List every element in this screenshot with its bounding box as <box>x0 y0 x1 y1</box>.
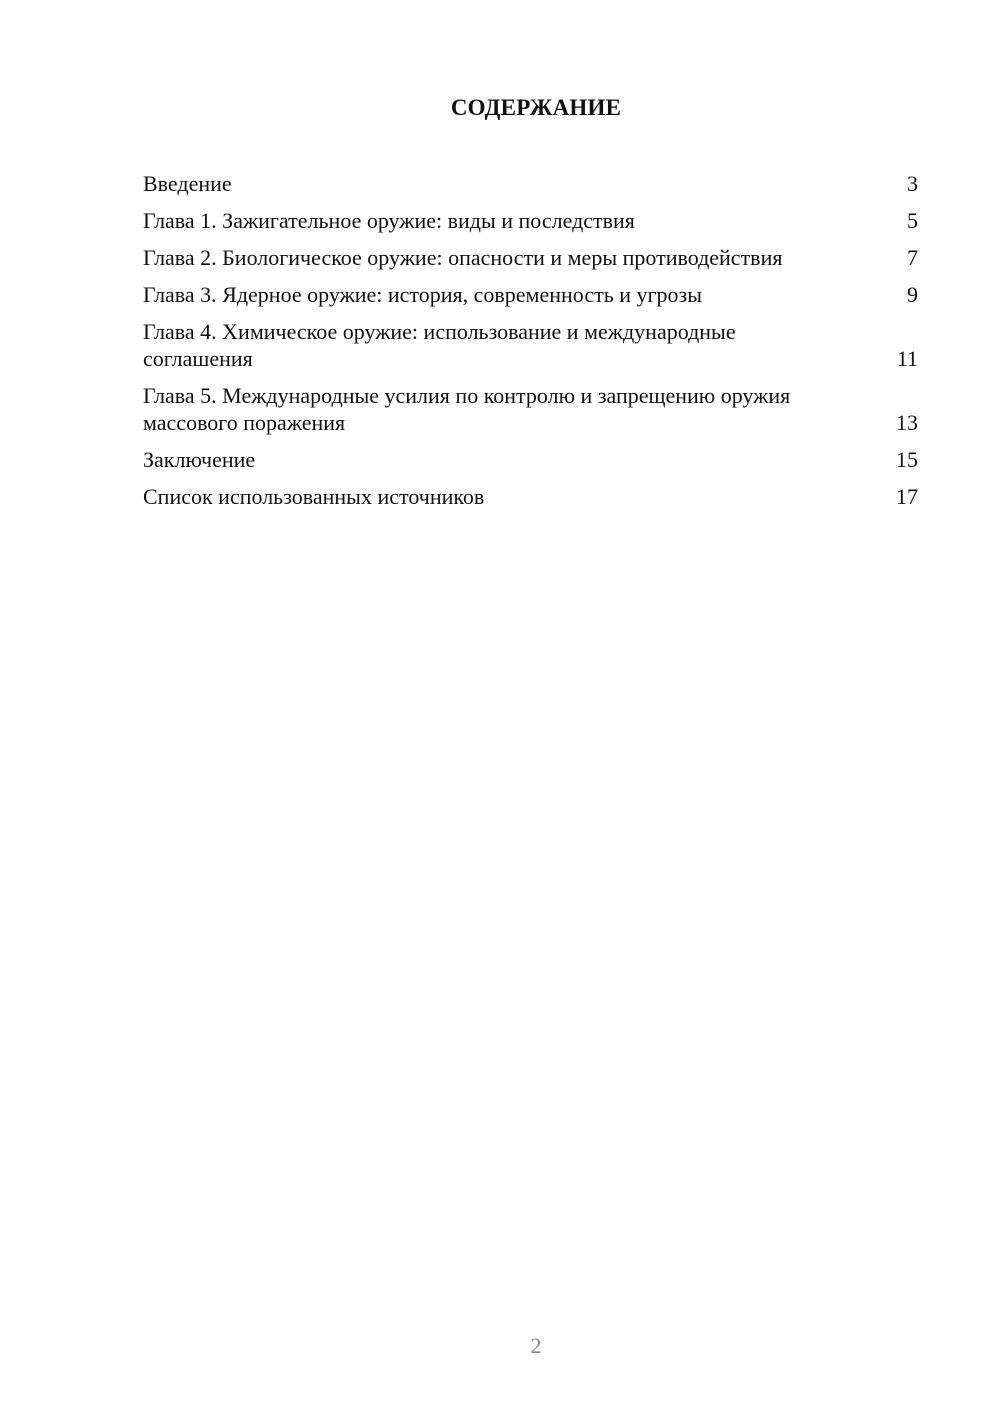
toc-entry-title: Глава 5. Международные усилия по контролю и запрещению оружия массового поражения <box>143 383 791 435</box>
toc-entry-references <box>143 483 918 510</box>
toc-entry-page: 3 <box>907 171 918 196</box>
toc-entry-chapter-2 <box>143 244 918 271</box>
toc-entry-page: 13 <box>896 410 918 435</box>
toc-entry-page: 15 <box>896 447 918 472</box>
toc-entry-introduction <box>143 170 918 197</box>
toc-entry-chapter-5 <box>143 382 918 436</box>
toc-heading: СОДЕРЖАНИЕ <box>450 95 622 120</box>
toc-entry-chapter-1 <box>143 207 918 234</box>
toc-entry-conclusion <box>143 446 918 473</box>
toc-entry-chapter-3 <box>143 281 918 308</box>
toc-entry-page: 11 <box>896 346 918 371</box>
toc-entry-title: Список использованных источников <box>143 484 485 509</box>
toc-entry-title: Введение <box>143 171 232 196</box>
toc-entry-page: 17 <box>896 484 918 509</box>
toc-entry-page: 5 <box>907 208 918 233</box>
table-of-contents <box>143 170 918 520</box>
toc-entry-title: Глава 4. Химическое оружие: использование и международные соглашения <box>143 319 736 371</box>
toc-entry-title: Глава 3. Ядерное оружие: история, современность и угрозы <box>143 282 703 307</box>
page-number: 2 <box>530 1333 542 1358</box>
toc-entry-title: Заключение <box>143 447 256 472</box>
toc-entry-page: 7 <box>907 245 918 270</box>
toc-entry-page: 9 <box>907 282 918 307</box>
toc-entry-chapter-4 <box>143 318 918 372</box>
toc-entry-title: Глава 1. Зажигательное оружие: виды и последствия <box>143 208 635 233</box>
toc-entry-title: Глава 2. Биологическое оружие: опасности и меры противодействия <box>143 245 783 270</box>
